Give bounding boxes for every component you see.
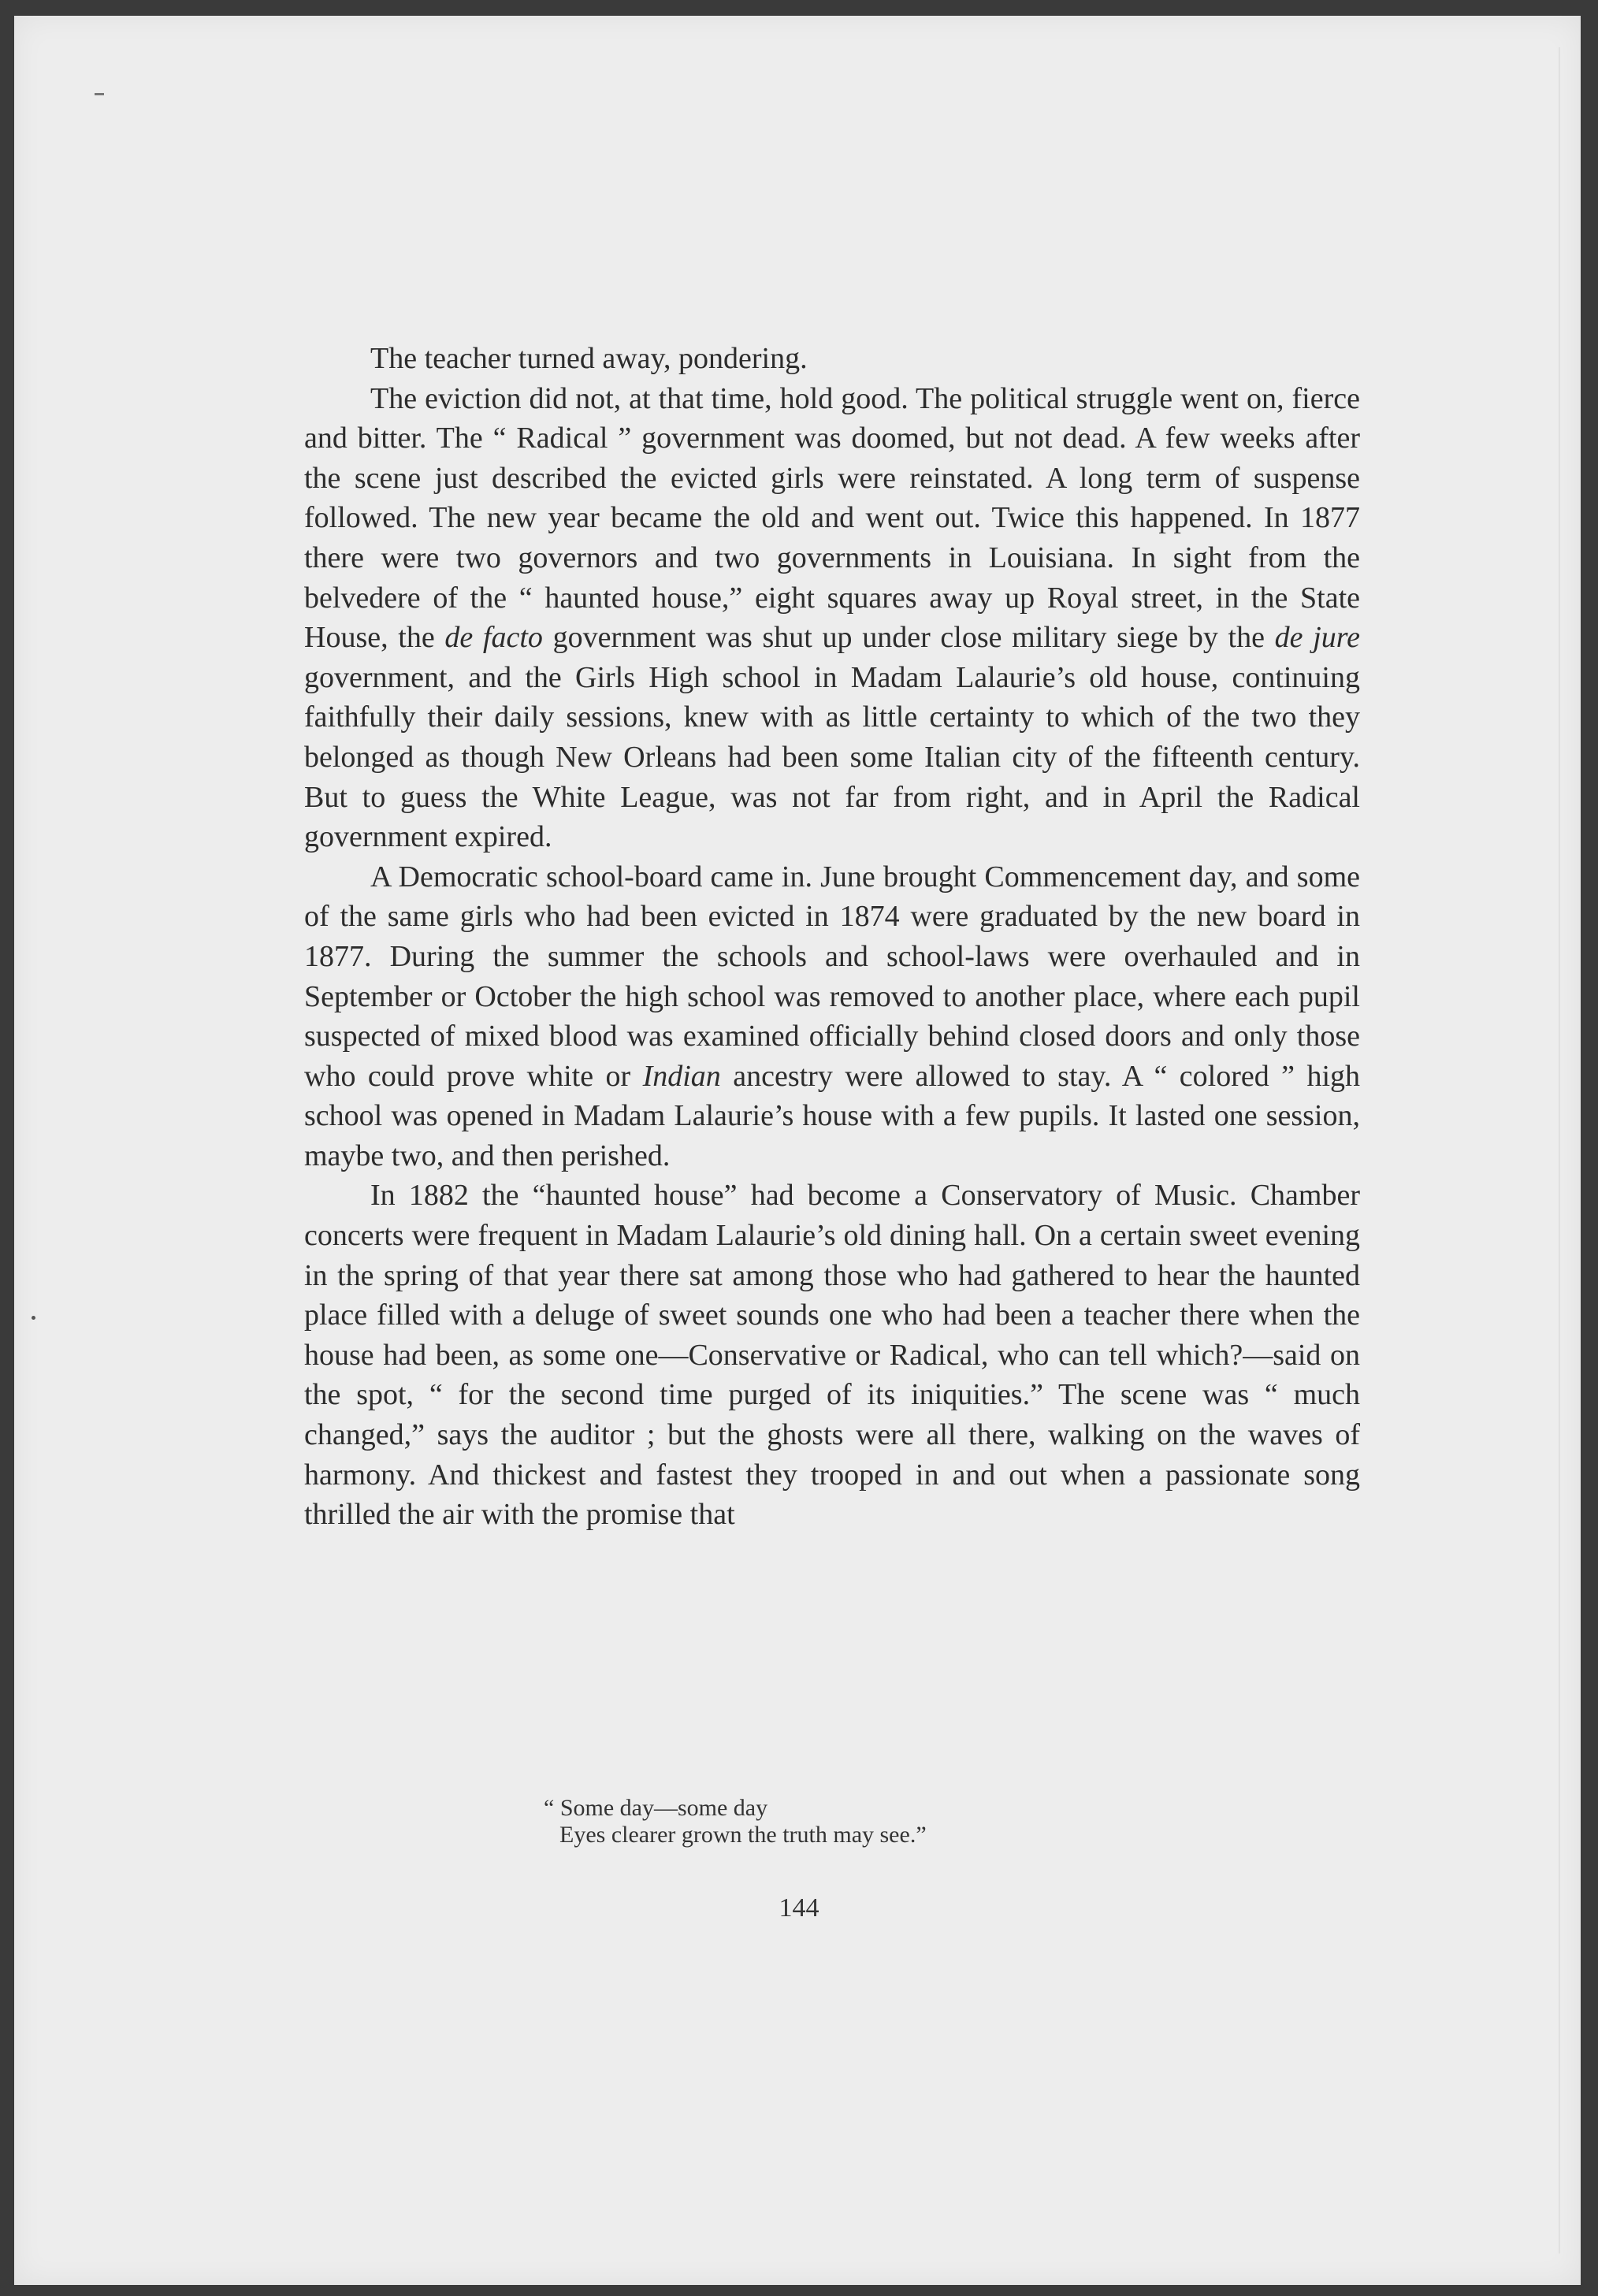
verse-line-1: “ Some day—some day [544, 1795, 768, 1821]
italic-term: Indian [642, 1059, 721, 1093]
paragraph-text: government, and the Girls High school in Madam Lalaurie’s old house, continuing faithfully their daily sessions, knew with as little certainty to which of the two they belonged as though New Orleans had been some Italian city of the fifteenth century. But to guess the White League, was not far from right, and in April the Radical government expired. [304, 660, 1360, 854]
margin-mark [95, 93, 104, 95]
paragraph [304, 339, 1360, 379]
binding-mark [32, 1316, 35, 1320]
paragraph-text: government was shut up under close military siege by the [542, 621, 1275, 655]
italic-term: de jure [1274, 621, 1360, 655]
page-number: 144 [779, 1893, 819, 1923]
verse-line-2: Eyes clearer grown the truth may see.” [559, 1822, 927, 1848]
paragraph-text: In 1882 the “haunted house” had become a Conservatory of Music. Chamber concerts were frequent in Madam Lalaurie’s old dining hall. On a certain sweet evening in the spring of that year there sat among those who had gathered to hear the haunted place filled with a deluge of sweet sounds one who had been a teacher there when the house had been, as some one—Conservative or Radical, who can tell which?—said on the spot, “ for the second time purged of its iniquities.” The scene was “ much changed,” says the auditor ; but the ghosts were all there, walking on the waves of harmony. And thickest and fastest they trooped in and out when a passionate song thrilled the air with the promise that [304, 1179, 1360, 1532]
body-text [304, 339, 1360, 1535]
italic-term: de facto [444, 621, 543, 655]
verse-quotation [544, 1795, 927, 1848]
paragraph-text: The eviction did not, at that time, hold good. The political struggle went on, fierce and bitter. The “ Radical ” government was doomed, but not dead. A few weeks after the scene just described the evicted girls were reinstated. A long term of suspense followed. The new year became the old and went out. Twice this happened. In 1877 there were two governors and two governments in Louisiana. In sight from the belvedere of the “ haunted house,” eight squares away up Royal street, in the State House, the [304, 381, 1360, 655]
paragraph-text: The teacher turned away, pondering. [370, 342, 808, 375]
paragraph-text: A Democratic school-board came in. June brought Commencement day, and some of the same girls who had been evicted in 1874 were graduated by the new board in 1877. During the summer the schools and school-laws were overhauled and in September or October the high school was removed to another place, where each pupil suspected of mixed blood was examined officially behind closed doors and only those who could prove white or [304, 860, 1360, 1093]
paragraph [304, 379, 1360, 857]
paragraph [304, 1176, 1360, 1534]
paragraph-text: ancestry were allowed to stay. A “ colored ” high school was opened in Madam Lalaurie’s house with a few pupils. It lasted one session, maybe two, and then perished. [304, 1059, 1360, 1172]
paragraph [304, 857, 1360, 1176]
